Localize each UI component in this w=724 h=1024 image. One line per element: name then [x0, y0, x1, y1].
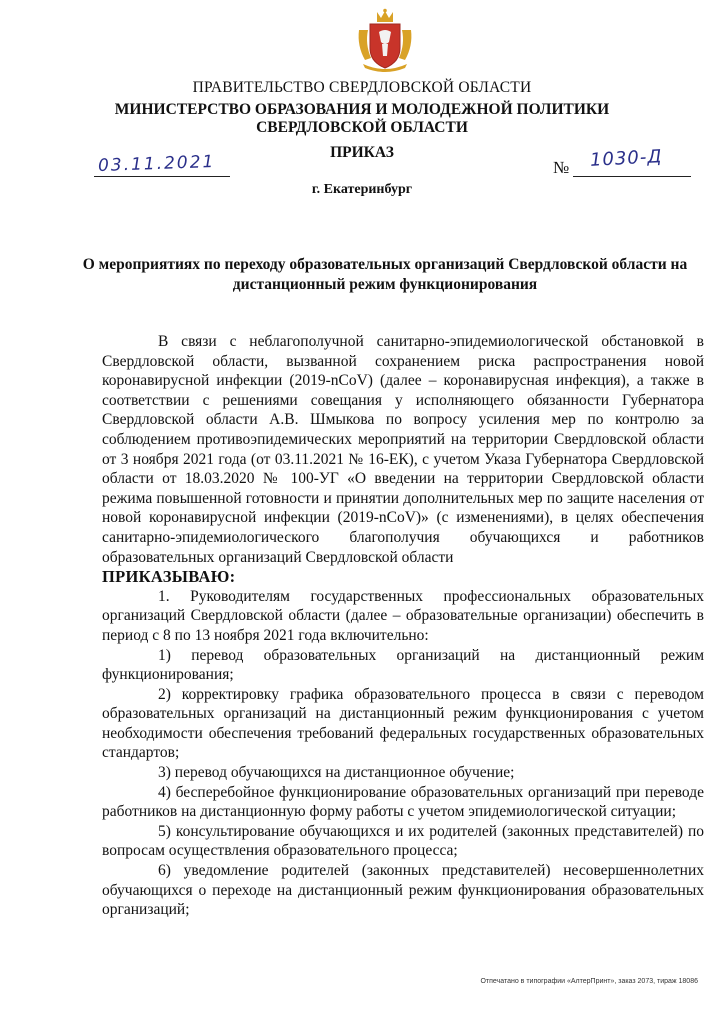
subitem-6: 6) уведомление родителей (законных представителей) несовершеннолетних обучающихся о переходе на дистанционный режим функционирования образовательных организаций;	[102, 862, 704, 919]
subitem-4: 4) бесперебойное функционирование образовательных организаций при переводе работников на дистанционную форму работы с учетом эпидемиологической ситуации;	[102, 783, 704, 821]
subitem-5: 5) консультирование обучающихся и их родителей (законных представителей) по вопросам осуществления образовательного процесса;	[102, 822, 704, 860]
preamble-paragraph: В связи с неблагополучной санитарно-эпидемиологической обстановкой в Свердловской области, вызванной сохранением риска распространения новой коронавирусной инфекции (2019-nCoV) (далее – коронавирусная инфекция), а также в соответствии с решениями совещания у исполняющего обязанности Губернатора Свердловской области А.В. Шмыкова по вопросу усиления мер по контролю за соблюдением противоэпидемических мероприятий на территории Свердловской области от 3 ноября 2021 года (от 03.11.2021 № 16-ЕК), с учетом Указа Губернатора Свердловской области от 18.03.2020 № 100-УГ «О введении на территории Свердловской области режима повышенной готовности и принятии дополнительных мер по защите населения от новой коронавирусной инфекции (2019-nCoV)» (с изменениями), в целях обеспечения санитарно-эпидемиологического благополучия обучающихся и работников образовательных организаций Свердловской области	[102, 333, 704, 566]
item-1: 1. Руководителям государственных профессиональных образовательных организаций Свердловской области (далее – образовательные организации) обеспечить в период с 8 по 13 ноября 2021 года включительно:	[102, 587, 704, 644]
order-number: 1030-Д	[589, 146, 663, 171]
order-date: 03.11.2021	[97, 151, 216, 177]
ministry-name-line1: МИНИСТЕРСТВО ОБРАЗОВАНИЯ И МОЛОДЕЖНОЙ ПОЛИТИКИ	[114, 101, 610, 118]
printer-footer: Отпечатано в типографии «АлтерПринт», заказ 2073, тираж 18086	[480, 978, 698, 985]
subitem-2: 2) корректировку графика образовательного процесса в связи с переводом образовательных организаций на дистанционный режим функционирования с учетом необходимости обеспечения требований федеральных государственных образовательных стандартов;	[102, 685, 704, 762]
number-label: №	[553, 158, 570, 177]
ministry-name-line2: СВЕРДЛОВСКОЙ ОБЛАСТИ	[256, 119, 468, 136]
government-name: ПРАВИТЕЛЬСТВО СВЕРДЛОВСКОЙ ОБЛАСТИ	[192, 79, 532, 96]
document-type: ПРИКАЗ	[330, 144, 394, 161]
date-underline	[94, 176, 230, 177]
document-body	[102, 332, 704, 920]
document-title: О мероприятиях по переходу образовательных организаций Свердловской области на дистанционный режим функционирования	[82, 256, 688, 293]
subitem-1: 1) перевод образовательных организаций на дистанционный режим функционирования;	[102, 646, 704, 684]
order-heading: ПРИКАЗЫВАЮ:	[102, 567, 236, 587]
subitem-3: 3) перевод обучающихся на дистанционное обучение;	[158, 764, 515, 782]
city: г. Екатеринбург	[311, 182, 413, 197]
number-underline	[573, 176, 691, 177]
coat-of-arms-emblem	[355, 8, 415, 74]
